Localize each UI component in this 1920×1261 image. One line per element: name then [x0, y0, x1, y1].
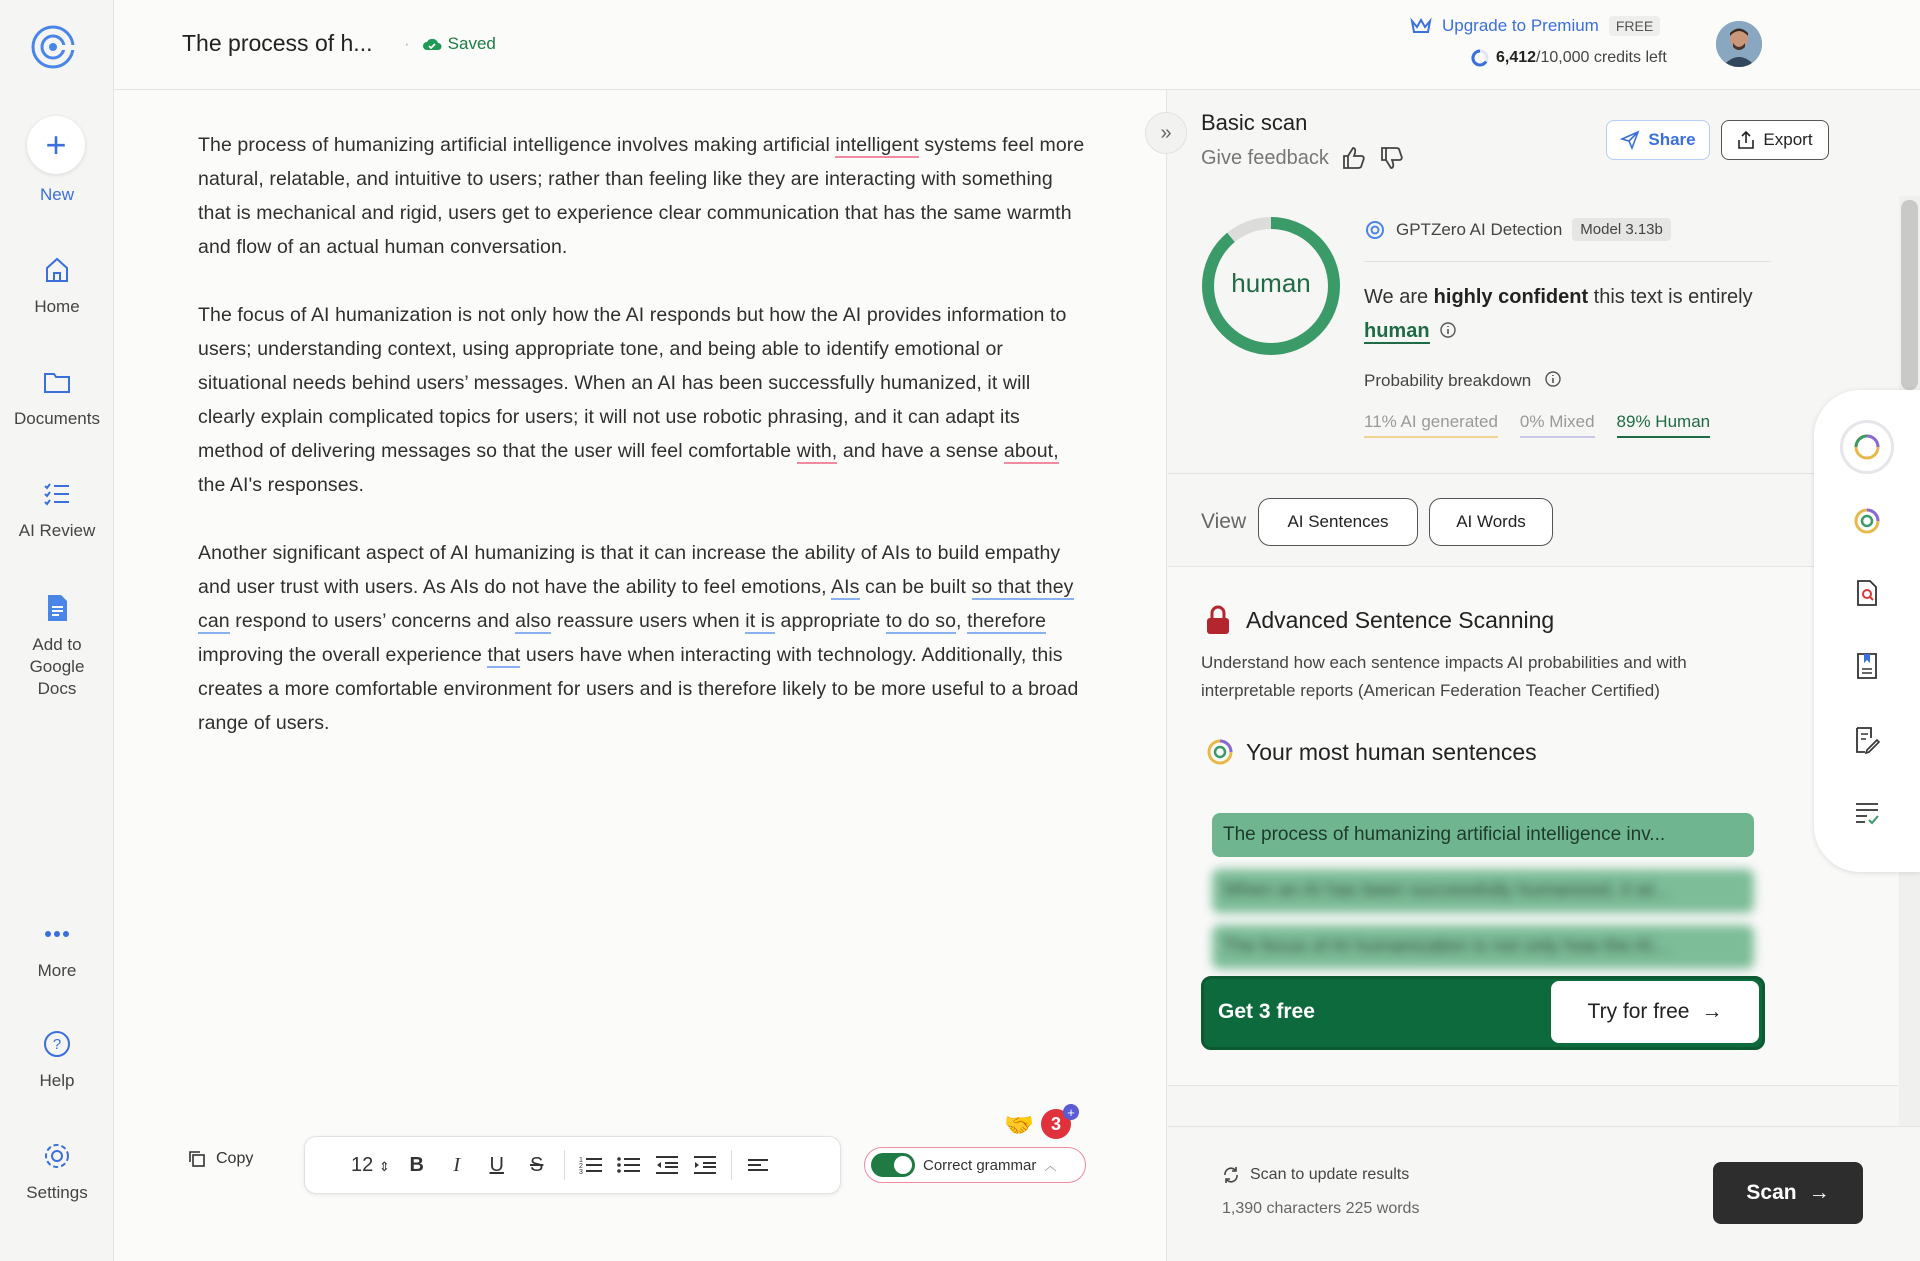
outdent-icon[interactable]	[655, 1155, 679, 1175]
handshake-icon[interactable]: 🤝	[1004, 1112, 1034, 1139]
free-trial-label: Get 3 free	[1218, 1000, 1315, 1023]
scan-progress-icon	[1852, 432, 1882, 462]
bookmark-doc-icon	[1854, 652, 1880, 680]
new-document-button[interactable]	[27, 116, 85, 174]
correct-grammar-toggle[interactable]	[864, 1147, 1086, 1183]
italic-button[interactable]: I	[453, 1153, 461, 1176]
detector-name: GPTZero AI Detection	[1396, 219, 1563, 239]
human-sentences-title: Your most human sentences	[1246, 739, 1537, 765]
sidebar-item-ai-review[interactable]	[0, 478, 114, 542]
user-avatar-image	[1716, 21, 1762, 67]
underline-button[interactable]: U	[489, 1153, 504, 1176]
double-chevron-right-icon: »	[1160, 121, 1172, 144]
export-label: Export	[1763, 130, 1813, 149]
gear-icon	[41, 1140, 73, 1172]
suggestion-word[interactable]: AIs	[831, 576, 860, 598]
divider	[1364, 261, 1771, 262]
feedback-row	[1201, 146, 1405, 170]
paragraph-2: The focus of AI humanization is not only how the AI responds but how the AI provides information to users; understanding context, using appropriate tone, and being able to identify emotional or situational needs behind users’ messages. When an AI has been successfully humanized, it will clearly explain complicated topics for users; it will not use robotic phrasing, and it can adapt its method of delivering messages so that the user will feel comfortable with, and have a sense about, the AI's responses.	[198, 304, 1067, 496]
font-size-stepper[interactable]	[351, 1154, 390, 1177]
google-docs-icon	[41, 592, 73, 624]
sidebar-item-label: Documents	[14, 409, 100, 428]
sidebar-item-home[interactable]	[0, 254, 114, 318]
advanced-scanning-description: Understand how each sentence impacts AI probabilities and with interpretable reports (American Federation Teacher Certified)	[1201, 653, 1687, 700]
human-sentences-icon	[1206, 738, 1234, 766]
info-icon[interactable]	[1439, 321, 1457, 339]
sidebar-item-label: AI Review	[18, 521, 96, 540]
sidebar-item-label: Help	[39, 1071, 75, 1090]
sidebar-item-label: Home	[34, 297, 80, 316]
scrollbar-thumb[interactable]	[1901, 200, 1918, 390]
credits-indicator	[1470, 48, 1667, 68]
plus-icon: +	[45, 124, 67, 165]
sidebar-item-more[interactable]	[0, 918, 114, 982]
scan-label: Scan	[1746, 1181, 1797, 1204]
flagged-word[interactable]: about,	[1003, 440, 1059, 462]
stepper-arrows-icon: ⇕	[378, 1158, 390, 1174]
target-rings-icon	[1853, 507, 1881, 535]
arrow-right-icon: →	[1701, 1000, 1723, 1023]
human-sentence-item-locked: The focus of AI humanization is not only how the AI...	[1212, 925, 1754, 969]
thumbs-up-icon[interactable]	[1341, 146, 1367, 170]
more-icon	[41, 918, 73, 950]
sidebar-item-label: More	[37, 961, 77, 980]
confidence-mid: this text is entirely	[1588, 286, 1753, 308]
top-bar	[114, 0, 1920, 90]
list-check-icon	[1853, 800, 1881, 826]
avatar[interactable]	[1716, 21, 1762, 67]
credits-rest: /10,000 credits left	[1536, 49, 1667, 66]
scan-button[interactable]	[1713, 1162, 1863, 1224]
credits-progress-icon	[1470, 48, 1490, 68]
ai-words-button[interactable]: AI Words	[1429, 498, 1553, 546]
document-search-icon	[1854, 579, 1880, 607]
lock-icon	[1205, 605, 1231, 635]
grammar-switch[interactable]	[871, 1153, 915, 1177]
ai-scan-tool[interactable]	[1840, 420, 1894, 474]
probability-title-label: Probability breakdown	[1364, 371, 1532, 390]
gptzero-logo[interactable]	[28, 22, 78, 72]
new-label: New	[39, 185, 74, 204]
humanize-tool[interactable]	[1840, 494, 1894, 548]
probability-breakdown	[1364, 412, 1710, 438]
try-for-free-button[interactable]	[1551, 981, 1759, 1043]
crown-icon	[1410, 17, 1432, 35]
scan-update-note	[1222, 1166, 1409, 1184]
svg-text:2: 2	[578, 1163, 583, 1170]
suggestion-word[interactable]: therefore	[967, 610, 1047, 632]
prob-mixed: 0% Mixed	[1520, 412, 1595, 438]
font-size-value: 12	[351, 1153, 374, 1176]
probability-breakdown-title	[1364, 370, 1562, 391]
format-toolbar	[304, 1136, 841, 1194]
paragraph-3: Another significant aspect of AI humanizing is that it can increase the ability of AIs to build empathy and user trust with users. As AIs do not have the ability to feel emotions, AIs can be built so that they can respond to users’ concerns and also reassure users when it is appropriate to do so, therefore improving the overall experience that users have when interacting with technology. Additionally, this creates a more comfortable environment for users and is therefore likely to be more useful to a broad range of users.	[198, 542, 1079, 734]
svg-text:1: 1	[578, 1157, 583, 1164]
sidebar-item-google-docs[interactable]	[0, 592, 114, 700]
plus-badge-icon: +	[1063, 1104, 1079, 1120]
paragraph-1: The process of humanizing artificial intelligence involves making artificial intelligent systems feel more natural, relatable, and intuitive to users; rather than feeling like they are interacting with something that is mechanical and rigid, users get to experience clear communication that has the same warmth and flow of an actual human conversation.	[198, 134, 1085, 258]
document-editor[interactable]	[198, 128, 1088, 774]
collapse-panel-button[interactable]	[1145, 112, 1187, 154]
copy-icon	[188, 1150, 206, 1168]
scan-update-label: Scan to update results	[1250, 1166, 1410, 1183]
writing-feedback-tool[interactable]	[1840, 713, 1894, 767]
human-sentence-item-locked: When an AI has been successfully humanized, it wi...	[1212, 869, 1754, 913]
model-badge: Model 3.13b	[1572, 218, 1671, 241]
saved-label: Saved	[447, 34, 496, 53]
sidebar-item-documents[interactable]	[0, 366, 114, 430]
upload-icon	[1737, 130, 1755, 150]
checklist-icon	[41, 478, 73, 510]
confidence-pre: We are	[1364, 286, 1434, 308]
help-icon	[41, 1028, 73, 1060]
credits-used: 6,412	[1496, 49, 1537, 66]
sidebar-item-help[interactable]	[0, 1028, 114, 1092]
sidebar-item-settings[interactable]	[0, 1140, 114, 1204]
bullet-list-icon[interactable]	[617, 1155, 641, 1175]
scan-title: Basic scan	[1201, 110, 1308, 135]
character-word-count: 1,390 characters 225 words	[1222, 1200, 1420, 1217]
numbered-list-icon[interactable]	[579, 1155, 603, 1175]
result-word: human	[1231, 268, 1311, 298]
ai-sentences-button[interactable]: AI Sentences	[1258, 498, 1418, 546]
confidence-statement	[1364, 280, 1774, 348]
send-icon	[1620, 130, 1640, 150]
suggestion-word[interactable]: so that they can	[198, 576, 1074, 632]
edit-doc-icon	[1853, 726, 1881, 754]
copy-label: Copy	[216, 1150, 254, 1167]
suggestion-word[interactable]: it is	[745, 610, 776, 632]
grammar-label: Correct grammar	[923, 1156, 1037, 1174]
grader-tool[interactable]	[1840, 786, 1894, 840]
save-status: · Saved	[404, 34, 496, 53]
prob-ai: 11% AI generated	[1364, 412, 1498, 438]
home-icon	[41, 254, 73, 286]
thumbs-down-icon[interactable]	[1379, 146, 1405, 170]
export-button[interactable]	[1721, 120, 1829, 160]
source-finder-tool[interactable]	[1840, 639, 1894, 693]
human-sentence-item[interactable]: The process of humanizing artificial intelligence inv...	[1212, 813, 1754, 857]
suggestion-word[interactable]: to do so	[885, 610, 957, 632]
share-label: Share	[1648, 130, 1696, 149]
copy-button[interactable]	[188, 1150, 253, 1168]
confidence-result: human	[1364, 320, 1430, 342]
document-title[interactable]: The process of h...	[182, 30, 373, 56]
plagiarism-tool[interactable]	[1840, 566, 1894, 620]
view-label: View	[1201, 510, 1247, 533]
flagged-word[interactable]: with,	[796, 440, 838, 462]
notification-badge[interactable]: 3	[1041, 1109, 1071, 1139]
bold-button[interactable]: B	[409, 1153, 424, 1176]
indent-icon[interactable]	[693, 1155, 717, 1175]
detector-line	[1364, 218, 1671, 241]
try-label: Try for free	[1587, 1000, 1690, 1023]
confidence-level: highly confident	[1433, 286, 1589, 308]
divider	[731, 1150, 732, 1180]
upgrade-link[interactable]	[1410, 16, 1660, 36]
share-button[interactable]	[1606, 120, 1710, 160]
arrow-right-icon: →	[1808, 1181, 1830, 1204]
sidebar-item-label: Settings	[26, 1183, 88, 1202]
flagged-word[interactable]: intelligent	[835, 134, 919, 156]
prob-human: 89% Human	[1617, 412, 1711, 438]
upgrade-label: Upgrade to Premium	[1442, 16, 1599, 35]
divider	[564, 1150, 565, 1180]
chevron-up-icon: ︿	[1044, 1158, 1057, 1173]
feedback-label: Give feedback	[1201, 146, 1329, 169]
plan-badge: FREE	[1609, 16, 1660, 36]
folder-icon	[41, 366, 73, 398]
align-left-icon[interactable]	[746, 1155, 770, 1175]
cloud-check-icon	[422, 36, 442, 52]
suggestion-word[interactable]: that	[487, 644, 521, 666]
gptzero-small-icon	[1364, 219, 1386, 241]
info-icon[interactable]	[1544, 370, 1562, 388]
refresh-icon	[1222, 1166, 1240, 1184]
suggestion-word[interactable]: also	[515, 610, 552, 632]
strikethrough-button[interactable]: S	[530, 1153, 544, 1176]
svg-text:?: ?	[52, 1036, 62, 1053]
advanced-scanning-title: Advanced Sentence Scanning	[1246, 607, 1555, 633]
svg-text:3: 3	[578, 1169, 583, 1175]
sidebar-item-label: Add to Google Docs	[29, 635, 85, 698]
